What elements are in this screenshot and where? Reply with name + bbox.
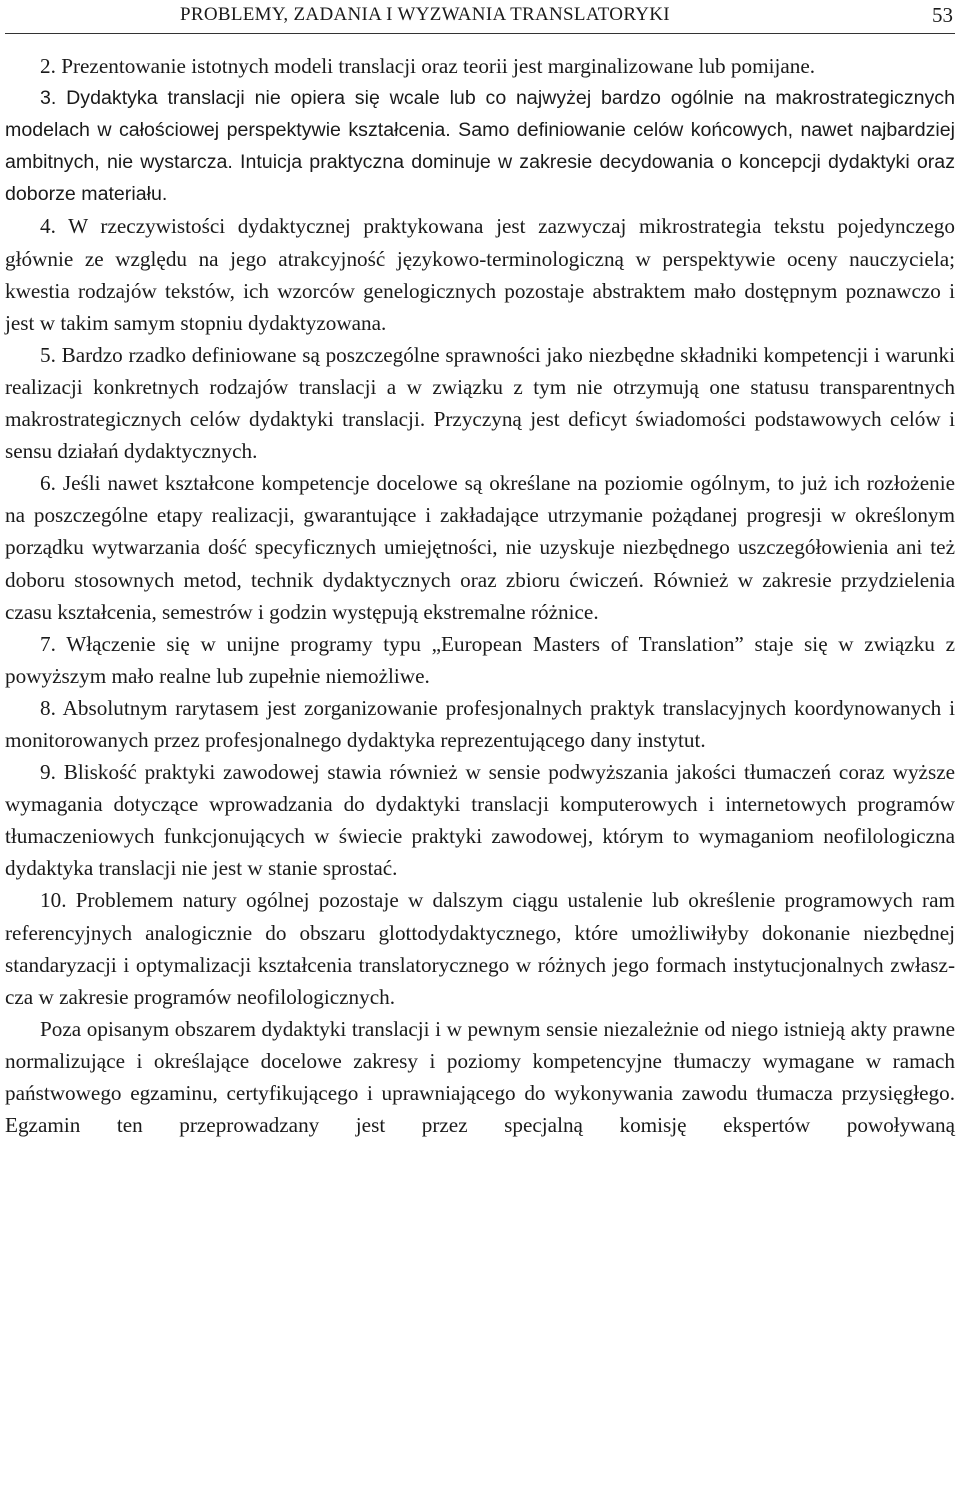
body-text xyxy=(5,50,955,1141)
paragraph-item-7: 7. Włączenie się w unijne programy typu „European Masters of Translation” staje się w związku z powyższym mało realne lub zupełnie niemożliwe. xyxy=(5,631,955,688)
paragraph-item-9: 9. Bliskość praktyki zawodowej stawia również w sensie podwyższania jakości tłumaczeń coraz wyższe wymagania dotyczące wprowadzania do dydaktyki translacji komputerowych i internetowych programów tłumaczeniowych funkcjonujących w świecie praktyki zawodowej, którym to wymaganiom neofilologiczna dydaktyka translacji nie jest w stanie sprostać. xyxy=(5,760,955,881)
paragraph-item-6: 6. Jeśli nawet kształcone kompetencje docelowe są określane na poziomie ogólnym, to już ich rozłożenie na poszczególne etapy realizacji, gwarantujące i zakładające utrzymanie pożądanej progresji w określonym porządku wytwarzania dość specyficznych umiejętności, nie uzyskuje niezbędnego uszczegółowienia ani też doboru stosownych metod, technik dydaktycznych oraz zbioru ćwiczeń. Również w zakresie przydzielenia czasu kształcenia, semestrów i godzin występują ekstremalne różnice. xyxy=(5,471,955,624)
paragraph-item-8: 8. Absolutnym rarytasem jest zorganizowanie profesjonalnych praktyk translacyjnych koordynowanych i monitorowanych przez profesjonalnego dydaktyka reprezentującego dany instytut. xyxy=(5,695,955,752)
running-header xyxy=(5,0,955,34)
paragraph-item-10: 10. Problemem natury ogólnej pozostaje w dalszym ciągu ustalenie lub określenie programowych ram referencyjnych analogicznie do obszaru glottodydaktycznego, które umożliwiłyby dokonanie niezbędnej standaryzacji i optymalizacji kształcenia translatorycznego w różnych jego formach instytucjonalnych zwłaszcza w zakresie programów neofilologicznych. xyxy=(5,888,955,1009)
paragraph-item-4: 4. W rzeczywistości dydaktycznej praktykowana jest zazwyczaj mikrostrategia tekstu pojedynczego głównie ze względu na jego atrakcyjność językowo-terminologiczną w perspektywie oceny nauczyciela; kwestia rodzajów tekstów, ich wzorców genelogicznych pozostaje abstraktem mało dostępnym poznawczo i jest w takim samym stopniu dydaktyzowana. xyxy=(5,214,955,335)
page-number: 53 xyxy=(932,3,953,27)
paragraph-item-2: 2. Prezentowanie istotnych modeli translacji oraz teorii jest marginalizowane lub pomijane. xyxy=(40,54,816,78)
paragraph-item-5: 5. Bardzo rzadko definiowane są poszczególne sprawności jako niezbędne składniki kompetencji i warunki realizacji konkretnych rodzajów translacji a w związku z tym nie otrzymują one statusu transparentnych makrostrategicznych celów dydaktyki translacji. Przyczyną jest deficyt świadomości podstawowych celów i sensu działań dydaktycznych. xyxy=(5,342,955,464)
paragraph-item-3: 3. Dydaktyka translacji nie opiera się wcale lub co najwyżej bardzo ogólnie na makrostrategicznych modelach w całościowej perspektywie kształcenia. Samo definiowanie celów końcowych, nawet najbardziej ambitnych, nie wystarcza. Intuicja praktyczna dominuje w zakresie decydowania o koncepcji dydaktyki oraz doborze materiału. xyxy=(5,87,955,206)
paragraph-closing: Poza opisanym obszarem dydaktyki translacji i w pewnym sensie niezależnie od niego istnieją akty prawne normalizujące i określające docelowe zakresy i poziomy kompetencyjne tłumaczy wymagane w ramach państwowego egzaminu, certyfikującego i uprawniającego do wykonywania zawodu tłumacza przysięgłego. Egzamin ten przeprowadzany jest przez specjalną komisję ekspertów powoływaną xyxy=(5,1016,955,1138)
document-page xyxy=(5,0,955,1488)
running-title: PROBLEMY, ZADANIA I WYZWANIA TRANSLATORYKI xyxy=(180,4,670,25)
